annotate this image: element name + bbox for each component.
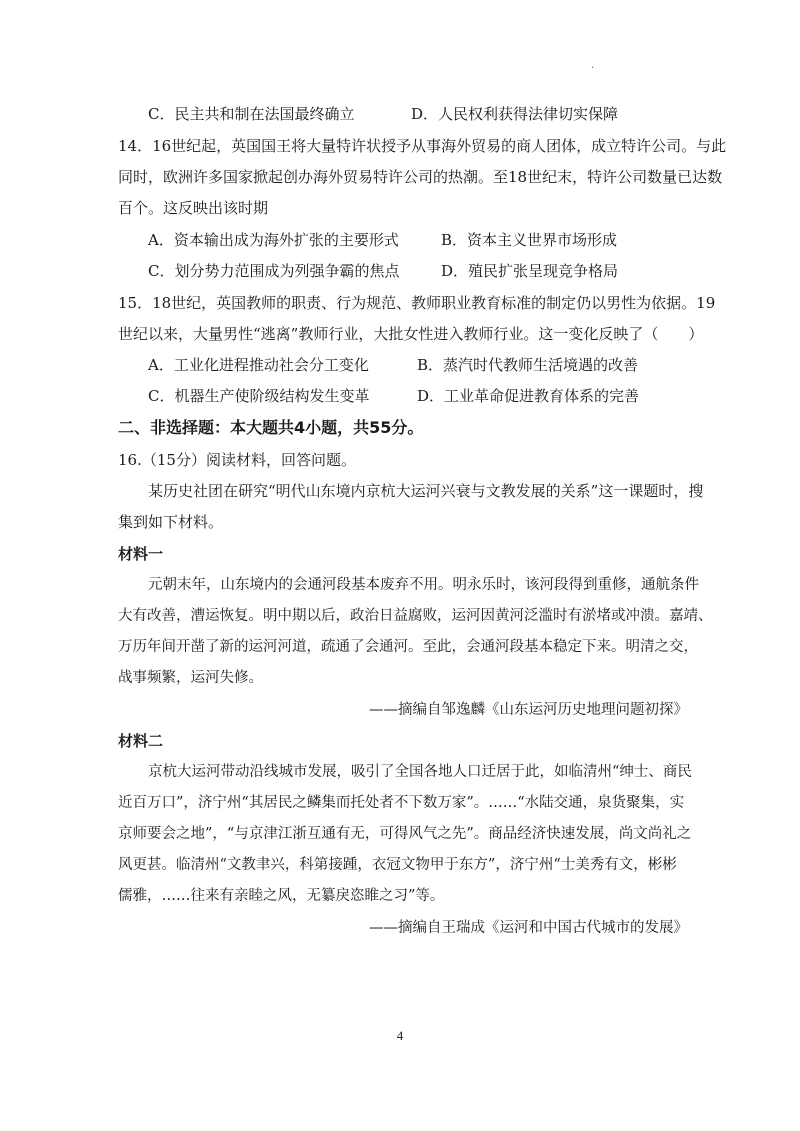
q15-line-2: 世纪以来，大量男性“逃离”教师行业，大批女性进入教师行业。这一变化反映了（ ）: [118, 325, 704, 343]
q15-option-b: B．蒸汽时代教师生活境遇的改善: [417, 356, 639, 374]
q14-line-2: 同时，欧洲许多国家掀起创办海外贸易特许公司的热潮。至18世纪末，特许公司数量已达数: [118, 168, 723, 186]
q15-option-c: C．机器生产使阶级结构发生变革: [148, 387, 370, 405]
q15-option-a: A．工业化进程推动社会分工变化: [148, 356, 369, 374]
section2-heading: 二、非选择题：本大题共4小题，共55分。: [118, 418, 424, 437]
q13-option-d: D．人民权利获得法律切实保障: [411, 105, 619, 123]
material1-source: ——摘编自邹逸麟《山东运河历史地理问题初探》: [369, 702, 688, 718]
q13-option-c: C．民主共和制在法国最终确立: [148, 105, 355, 123]
material2-line-4: 风更甚。临清州“文教聿兴，科第接踵，衣冠文物甲于东方”，济宁州“士美秀有文，彬彬: [118, 857, 677, 873]
q14-line-3: 百个。这反映出该时期: [118, 199, 269, 217]
q14-option-d: D．殖民扩张呈现竞争格局: [441, 262, 619, 280]
q14-option-a: A．资本输出成为海外扩张的主要形式: [148, 231, 399, 249]
page-number: 4: [396, 1028, 404, 1043]
material1-line-2: 大有改善，漕运恢复。明中期以后，政治日益腐败，运河因黄河泛滥时有淤堵或冲溃。嘉靖、: [118, 608, 713, 624]
q14-option-b: B．资本主义世界市场形成: [441, 231, 618, 249]
q16-intro-line-2: 集到如下材料。: [118, 513, 224, 531]
q15-option-d: D．工业革命促进教育体系的完善: [417, 387, 640, 405]
q16-header: 16.（15分）阅读材料，回答问题。: [118, 451, 356, 469]
material1-line-3: 万历年间开凿了新的运河河道，疏通了会通河。至此，会通河段基本稳定下来。明清之交，: [118, 639, 698, 655]
q14-option-c: C．划分势力范围成为列强争霸的焦点: [148, 262, 400, 280]
material2-line-1: 京杭大运河带动沿线城市发展，吸引了全国各地人口迁居于此，如临清州“绅士、商民: [148, 764, 692, 780]
q16-intro-line-1: 某历史社团在研究“明代山东境内京杭大运河兴衰与文教发展的关系”这一课题时，搜: [148, 482, 704, 500]
q15-line-1: 15．18世纪，英国教师的职责、行为规范、教师职业教育标准的制定仍以男性为依据。19: [118, 294, 716, 312]
material2-line-3: 京师要会之地”，“与京津江浙互通有无，可得风气之先”。商品经济快速发展，尚文尚礼之: [118, 826, 692, 842]
material1-line-1: 元朝末年，山东境内的会通河段基本废弃不用。明永乐时，该河段得到重修，通航条件: [148, 577, 699, 593]
q14-line-1: 14．16世纪起，英国国王将大量特许状授予从事海外贸易的商人团体，成立特许公司。与此: [118, 137, 727, 155]
material2-label: 材料二: [118, 732, 164, 750]
material1-line-4: 战事频繁，运河失修。: [118, 670, 263, 686]
material2-line-2: 近百万口”，济宁州“其居民之鳞集而托处者不下数万家”。……“水陆交通，泉货聚集，实: [118, 795, 685, 811]
material2-source: ——摘编自王瑞成《运河和中国古代城市的发展》: [369, 920, 688, 936]
top-mark: ·: [591, 63, 595, 74]
material2-line-5: 儒雅，……往来有亲睦之风，无纂戾恣睢之习”等。: [118, 888, 445, 904]
material1-label: 材料一: [118, 545, 164, 563]
